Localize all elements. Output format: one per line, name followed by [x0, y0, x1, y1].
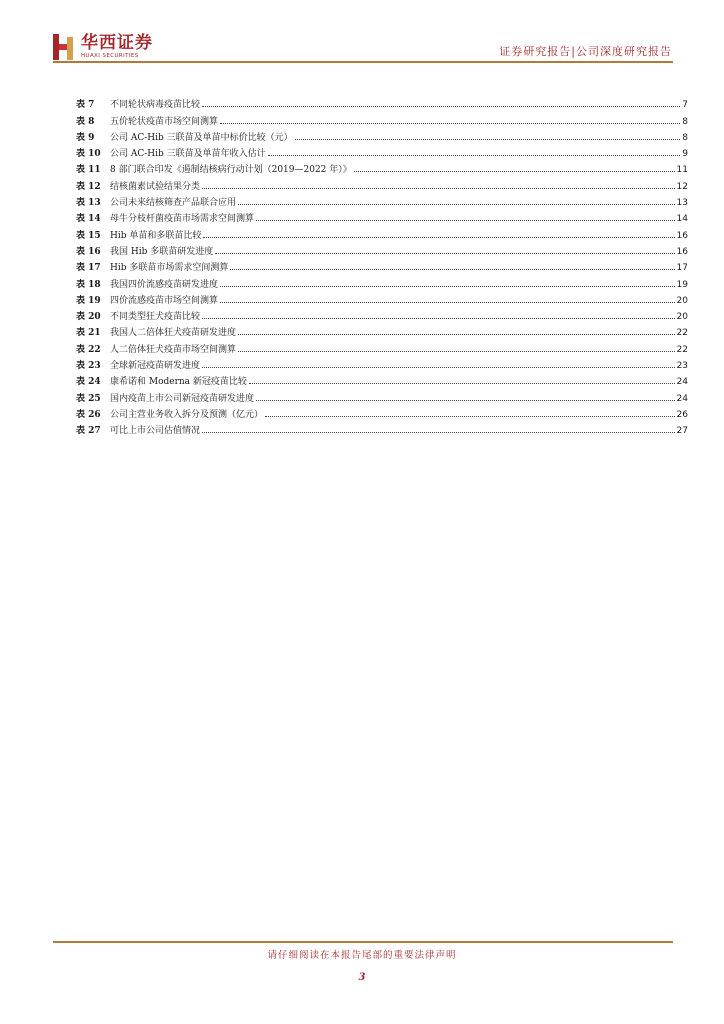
toc-entry[interactable] [76, 306, 688, 322]
toc-entry[interactable] [76, 371, 688, 387]
toc-entry-title: 不同轮状病毒疫苗比较 [110, 100, 201, 111]
toc-entry-label: 表 23 [76, 361, 101, 372]
toc-entry-title: 公司 AC-Hib 三联苗及单苗年收入估计 [110, 149, 266, 160]
company-logo [53, 34, 153, 60]
toc-entry-page: 11 [676, 165, 688, 176]
toc-entry-title: 不同类型狂犬疫苗比较 [110, 312, 201, 323]
toc-entry-title: 公司未来结核筛查产品联合应用 [110, 198, 237, 209]
page-number: 3 [358, 972, 366, 983]
toc-leader-dots [295, 139, 681, 140]
toc-entry[interactable] [76, 175, 688, 191]
toc-entry-page: 22 [676, 344, 688, 355]
toc-entry-title: 母牛分枝杆菌疫苗市场需求空间测算 [110, 214, 255, 225]
toc-entry-page: 13 [676, 198, 688, 209]
toc-leader-dots [203, 237, 674, 238]
toc-entry-title: 全球新冠疫苗研发进度 [110, 361, 201, 372]
toc-entry-page: 22 [676, 328, 688, 339]
toc-entry-page: 8 [682, 116, 688, 127]
toc-entry-page: 16 [676, 230, 688, 241]
toc-entry-label: 表 24 [76, 377, 101, 388]
toc-entry[interactable] [76, 192, 688, 208]
toc-entry-label: 表 27 [76, 426, 101, 437]
toc-entry-page: 26 [676, 409, 688, 420]
toc-leader-dots [220, 123, 680, 124]
toc-entry[interactable] [76, 257, 688, 273]
toc-leader-dots [238, 334, 675, 335]
toc-entry-page: 24 [676, 393, 688, 404]
toc-entry-label: 表 21 [76, 328, 101, 339]
toc-entry-title: 人二倍体狂犬疫苗市场空间测算 [110, 344, 237, 355]
toc-leader-dots [256, 400, 675, 401]
toc-entry-label: 表 13 [76, 198, 101, 209]
toc-entry-label: 表 12 [76, 181, 101, 192]
header-divider [53, 61, 673, 63]
toc-entry-label: 表 8 [76, 116, 95, 127]
toc-entry-label: 表 11 [76, 165, 101, 176]
toc-entry-page: 19 [676, 279, 688, 290]
toc-leader-dots [215, 253, 674, 254]
toc-entry-label: 表 22 [76, 344, 101, 355]
toc-entry-label: 表 20 [76, 312, 101, 323]
logo-mark-icon [53, 34, 75, 60]
toc-entry-page: 9 [682, 149, 688, 160]
toc-entry-page: 24 [676, 377, 688, 388]
toc-entry-title: 可比上市公司估值情况 [110, 426, 201, 437]
toc-entry-page: 8 [682, 132, 688, 143]
logo-text-cn: 华西证券 [81, 33, 153, 53]
toc-entry-title: 五价轮状疫苗市场空间测算 [110, 116, 219, 127]
toc-entry-title: 我国 Hib 多联苗研发进度 [110, 246, 214, 257]
page-header [0, 0, 724, 70]
toc-leader-dots [202, 106, 680, 107]
toc-entry[interactable] [76, 290, 688, 306]
toc-entry-title: 我国四价流感疫苗研发进度 [110, 279, 219, 290]
toc-entry-label: 表 17 [76, 263, 101, 274]
logo-text-en: HUAXI SECURITIES [81, 53, 139, 59]
toc-entry-label: 表 25 [76, 393, 101, 404]
toc-entry[interactable] [76, 420, 688, 436]
toc-entry[interactable] [76, 143, 688, 159]
toc-entry-page: 20 [676, 312, 688, 323]
footer-divider [53, 941, 673, 943]
toc-entry-label: 表 26 [76, 409, 101, 420]
toc-entry[interactable] [76, 127, 688, 143]
toc-entry-title: 四价流感疫苗市场空间测算 [110, 295, 219, 306]
toc-entry-page: 17 [676, 263, 688, 274]
toc-entry[interactable] [76, 322, 688, 338]
toc-entry[interactable] [76, 159, 688, 175]
toc-entry-title: Hib 单苗和多联苗比较 [110, 230, 202, 241]
toc-entry[interactable] [76, 387, 688, 403]
toc-leader-dots [202, 188, 675, 189]
toc-entry-label: 表 18 [76, 279, 101, 290]
toc-entry-label: 表 15 [76, 230, 101, 241]
toc-entry-title: 我国人二倍体狂犬疫苗研发进度 [110, 328, 237, 339]
toc-entry-page: 7 [682, 100, 688, 111]
toc-entry-page: 14 [676, 214, 688, 225]
toc-entry-label: 表 9 [76, 132, 95, 143]
toc-entry-label: 表 10 [76, 149, 101, 160]
toc-entry[interactable] [76, 241, 688, 257]
toc-entry-page: 12 [676, 181, 688, 192]
table-of-tables [76, 94, 688, 436]
toc-leader-dots [354, 171, 675, 172]
toc-entry-title: Hib 多联苗市场需求空间测算 [110, 263, 229, 274]
toc-leader-dots [202, 318, 675, 319]
toc-leader-dots [202, 367, 675, 368]
legal-notice: 请仔细阅读在本报告尾部的重要法律声明 [267, 950, 457, 961]
toc-entry[interactable] [76, 208, 688, 224]
toc-entry-title: 康希诺和 Moderna 新冠疫苗比较 [110, 377, 247, 388]
toc-entry[interactable] [76, 224, 688, 240]
toc-entry-page: 27 [676, 426, 688, 437]
toc-leader-dots [238, 351, 675, 352]
toc-entry-label: 表 16 [76, 246, 101, 257]
toc-entry-page: 16 [676, 246, 688, 257]
toc-leader-dots [238, 204, 675, 205]
toc-leader-dots [256, 220, 675, 221]
toc-entry[interactable] [76, 273, 688, 289]
report-type-label: 证券研究报告|公司深度研究报告 [499, 45, 672, 58]
toc-entry[interactable] [76, 404, 688, 420]
toc-entry-page: 20 [676, 295, 688, 306]
toc-leader-dots [220, 286, 675, 287]
toc-entry-label: 表 14 [76, 214, 101, 225]
toc-entry[interactable] [76, 110, 688, 126]
toc-leader-dots [202, 432, 675, 433]
toc-entry-page: 23 [676, 361, 688, 372]
toc-leader-dots [230, 269, 674, 270]
toc-entry[interactable] [76, 338, 688, 354]
toc-entry-title: 公司 AC-Hib 三联苗及单苗中标价比较（元） [110, 132, 293, 143]
toc-leader-dots [220, 302, 675, 303]
toc-entry-title: 公司主营业务收入拆分及预测（亿元） [110, 409, 264, 420]
toc-entry-title: 结核菌素试验结果分类 [110, 181, 201, 192]
toc-entry-label: 表 7 [76, 100, 95, 111]
toc-entry-label: 表 19 [76, 295, 101, 306]
toc-leader-dots [265, 416, 675, 417]
toc-leader-dots [268, 155, 681, 156]
toc-entry[interactable] [76, 94, 688, 110]
toc-entry-title: 8 部门联合印发《遏制结核病行动计划（2019—2022 年）》 [110, 165, 352, 176]
toc-leader-dots [249, 383, 675, 384]
toc-entry[interactable] [76, 355, 688, 371]
toc-entry-title: 国内疫苗上市公司新冠疫苗研发进度 [110, 393, 255, 404]
